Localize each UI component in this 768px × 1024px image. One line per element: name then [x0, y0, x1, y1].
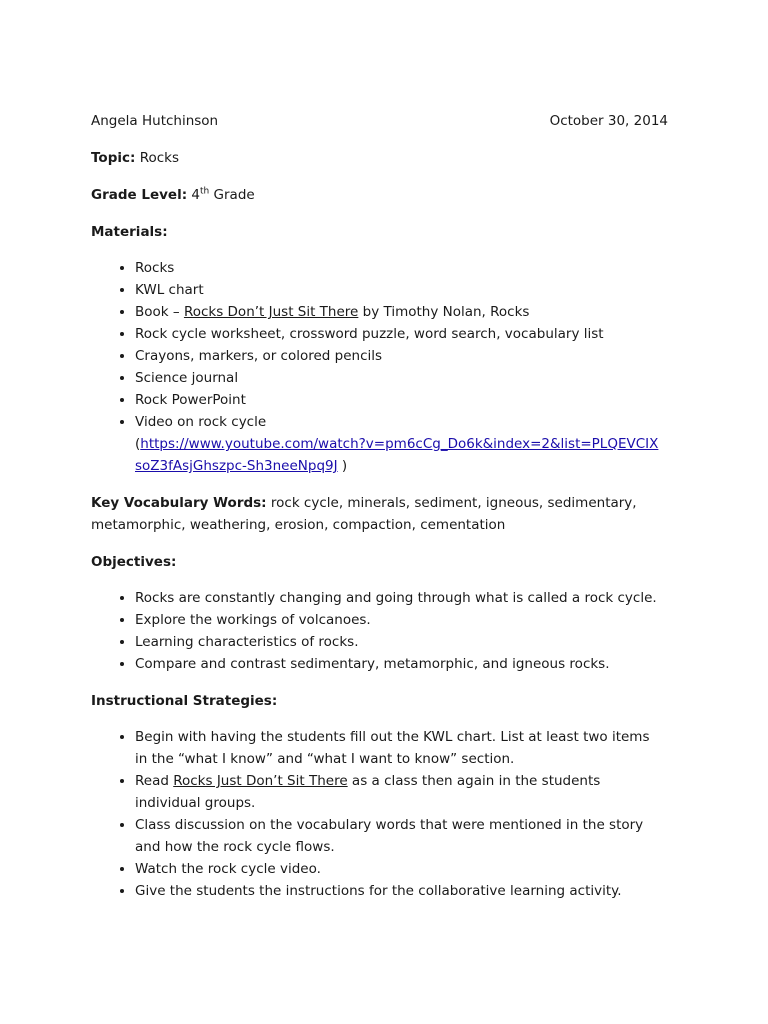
- list-item: • Watch the rock cycle video.: [135, 858, 665, 880]
- grade-label: Grade Level:: [91, 187, 188, 203]
- strategies-title: Instructional Strategies:: [91, 693, 278, 709]
- list-item: • Compare and contrast sedimentary, metamorphic, and igneous rocks.: [135, 653, 691, 675]
- video-link[interactable]: [135, 436, 658, 474]
- vocab-words: rock cycle, minerals, sediment, igneous, sedimentary, metamorphic, weathering, erosion, compaction, cementation: [91, 495, 637, 533]
- list-item: [135, 411, 691, 477]
- strategies-list: [91, 726, 665, 902]
- video-url-part-2: soZ3fAsjGhszpc-Sh3neeNpq9J: [135, 458, 338, 474]
- materials-list: [91, 257, 691, 477]
- lesson-plan: [91, 110, 691, 902]
- list-item: • Rocks: [135, 257, 691, 279]
- topic-value: Rocks: [139, 150, 179, 166]
- list-item: • Give the students the instructions for the collaborative learning activity.: [135, 880, 665, 902]
- author-name: Angela Hutchinson: [91, 113, 219, 129]
- video-open-paren: (: [135, 436, 141, 452]
- list-item: • Rocks are constantly changing and going through what is called a rock cycle.: [135, 587, 691, 609]
- list-item: • Science journal: [135, 367, 691, 389]
- document-date: October 30, 2014: [549, 113, 668, 129]
- grade-word: Grade: [213, 187, 255, 203]
- list-item: [135, 770, 665, 814]
- book-prefix: Book –: [135, 304, 184, 320]
- topic-line: [91, 147, 691, 169]
- objectives-title: Objectives:: [91, 554, 177, 570]
- list-item: • Crayons, markers, or colored pencils: [135, 345, 691, 367]
- list-item: • Learning characteristics of rocks.: [135, 631, 691, 653]
- video-label: Video on rock cycle: [135, 414, 267, 430]
- book-rest: by Timothy Nolan, Rocks: [358, 304, 530, 320]
- list-item: • Rock PowerPoint: [135, 389, 691, 411]
- list-item: • Rock cycle worksheet, crossword puzzle, word search, vocabulary list: [135, 323, 691, 345]
- vocab-label: Key Vocabulary Words:: [91, 495, 267, 511]
- grade-suffix: th: [200, 186, 210, 197]
- video-url-part-1: https://www.youtube.com/watch?v=pm6cCg_Do6k&index=2&list=PLQEVCIX: [140, 436, 659, 452]
- list-item: • Class discussion on the vocabulary words that were mentioned in the story and how the rock cycle flows.: [135, 814, 665, 858]
- vocab-line: [91, 492, 651, 536]
- read-rest: as a class then again in the students individual groups.: [135, 773, 601, 811]
- materials-title: Materials:: [91, 224, 168, 240]
- grade-number: 4: [191, 187, 200, 203]
- list-item: [135, 301, 691, 323]
- topic-label: Topic:: [91, 150, 136, 166]
- video-close-paren: ): [337, 458, 348, 474]
- read-prefix: Read: [135, 773, 174, 789]
- list-item: • Explore the workings of volcanoes.: [135, 609, 691, 631]
- book-title: Rocks Don’t Just Sit There: [183, 304, 359, 320]
- list-item: • Begin with having the students fill out the KWL chart. List at least two items in the “what I know” and “what I want to know” section.: [135, 726, 665, 770]
- read-book-title: Rocks Just Don’t Sit There: [173, 773, 348, 789]
- objectives-list: [91, 587, 691, 675]
- grade-line: [91, 184, 691, 206]
- document-header: [91, 110, 668, 132]
- list-item: • KWL chart: [135, 279, 691, 301]
